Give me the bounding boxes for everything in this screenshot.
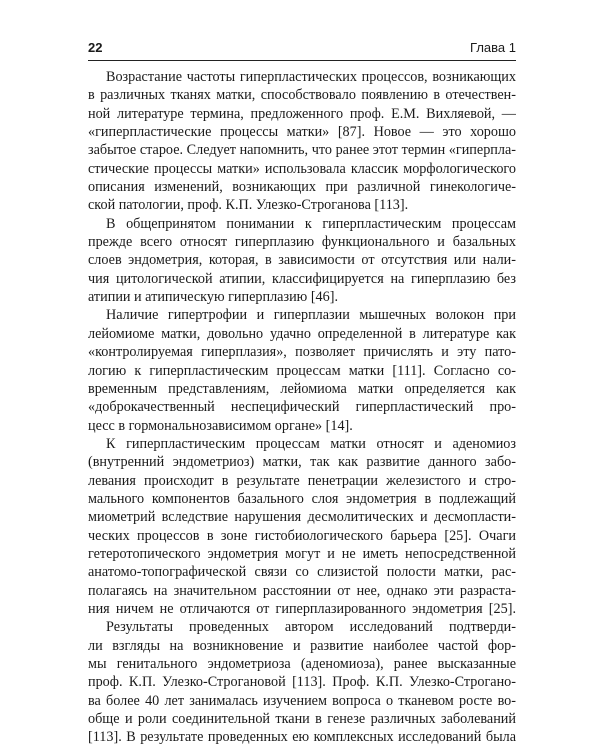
body-text (88, 68, 516, 747)
text-line: мального компонентов базального слоя эндометрия в подлежащий (88, 490, 516, 507)
text-line: Наличие гипертрофии и гиперплазии мышечных волокон при (106, 307, 516, 324)
text-line: прежде всего относят гиперплазию функционального и базальных (88, 234, 516, 251)
text-line: ли взгляды на возникновение и развитие наиболее частой фор- (88, 637, 516, 654)
text-line: ской патологии, проф. К.П. Улезко-Строганова [113]. (88, 197, 409, 214)
text-line: слоев эндометрия, которая, в зависимости от отсутствия или нали- (88, 252, 516, 269)
page-header (88, 38, 516, 61)
running-header-chapter: Глава 1 (470, 40, 516, 55)
text-line: описания изменений, возникающих при различной гинекологиче- (88, 179, 516, 196)
text-line: гетеротопического эндометрия могут и не иметь непосредственной (88, 545, 516, 562)
text-line: Возрастание частоты гиперпластических процессов, возникающих (106, 69, 516, 85)
text-line: Результаты проведенных автором исследований подтверди- (106, 619, 516, 636)
text-line: [113]. В результате проведенных ею комплексных исследований была (88, 729, 516, 746)
text-line: временным представлениям, лейомиома матки определяется как (88, 380, 516, 397)
text-line: атипии и атипическую гиперплазию [46]. (88, 289, 338, 306)
text-line: проф. К.П. Улезко-Строгановой [113]. Проф. К.П. Улезко-Строгано- (88, 674, 516, 691)
text-line: «контролируемая гиперплазия», позволяет причислять и эту пато- (88, 344, 516, 361)
text-line: «гиперпластические процессы матки» [87]. Новое — это хорошо (88, 124, 516, 141)
text-line: анатомо-топографической связи со слизистой полости матки, рас- (88, 564, 516, 581)
text-line: ной литературе термина, предложенного проф. Е.М. Вихляевой, — (88, 105, 516, 122)
text-line: левания происходит в результате пенетрации железистого и стро- (88, 472, 516, 489)
text-line: цесс в гормональнозависимом органе» [14]. (88, 417, 353, 434)
text-line: миометрий вследствие нарушения десмолитических и десмопласти- (88, 509, 516, 526)
text-line: К гиперпластическим процессам матки относят и аденомиоз (106, 435, 516, 452)
text-line: ния ничем не отличаются от гиперплазированного эндометрия [25]. (88, 600, 516, 617)
text-line: полагаясь на значительном расстоянии от нее, однако эти разраста- (88, 582, 516, 599)
text-line: ва более 40 лет занималась изучением вопроса о тканевом росте во- (88, 692, 516, 709)
text-line: «доброкачественный неспецифический гиперпластический про- (88, 399, 516, 416)
text-line: стические процессы матки» использовала классик морфологического (88, 160, 516, 177)
text-line: мы генитального эндометриоза (аденомиоза), ранее высказанные (88, 656, 516, 672)
text-line: лейомиоме матки, довольно удачно определенной в литературе как (88, 325, 516, 342)
text-line: обще и роли соединительной ткани в генезе различных заболеваний (88, 711, 516, 728)
text-line: ческих процессов в зоне гистобиологического барьера [25]. Очаги (88, 527, 516, 544)
page-number: 22 (88, 40, 103, 55)
text-line: В общепринятом понимании к гиперпластическим процессам (106, 215, 516, 232)
text-line: в различных тканях матки, способствовало появлению в отечествен- (88, 87, 516, 104)
text-line: логию к гиперпластическим процессам матки [111]. Согласно со- (88, 362, 516, 379)
text-line: чия цитологической атипии, классифицируется на гиперплазию без (88, 270, 516, 287)
text-line: (внутренний эндометриоз) матки, так как развитие данного забо- (88, 454, 516, 471)
text-line: забытое старое. Следует напомнить, что ранее этот термин «гиперпла- (88, 142, 516, 159)
